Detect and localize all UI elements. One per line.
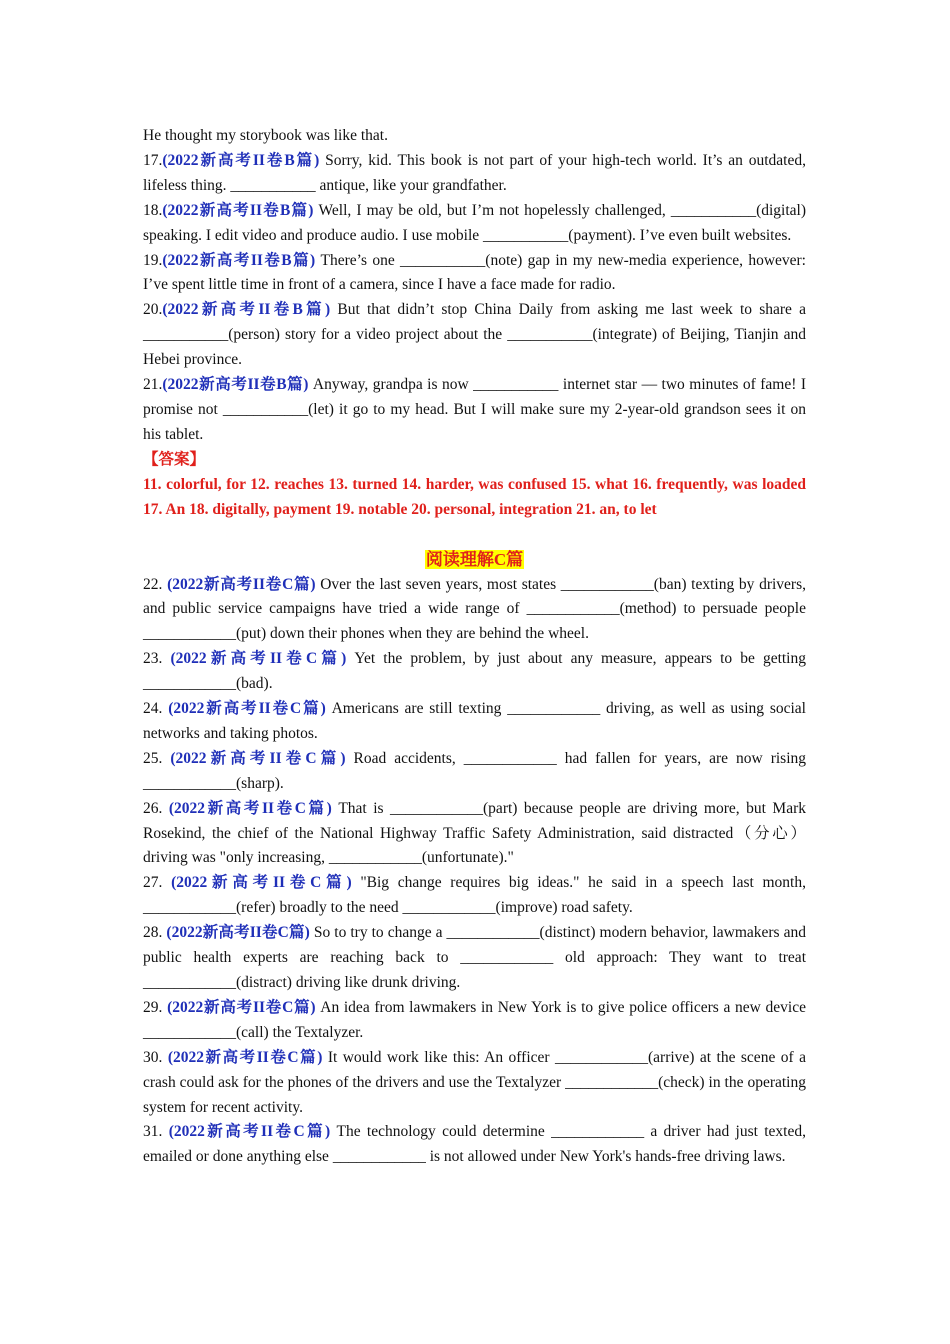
question-item bbox=[143, 996, 806, 1046]
question-number: 21. bbox=[143, 376, 163, 394]
answer-text: 11. colorful, for 12. reaches 13. turned 14. harder, was confused 15. what 16. frequently, was loaded 17. An 18. digitally, payment 19. notable 20. personal, integration 21. an, to let bbox=[143, 475, 806, 518]
question-number: 19. bbox=[143, 251, 163, 269]
intro-line: He thought my storybook was like that. bbox=[143, 127, 388, 144]
document-page bbox=[143, 124, 806, 1170]
question-source: (2022新高考II卷C篇) bbox=[170, 749, 346, 767]
question-number: 26. bbox=[143, 799, 169, 817]
question-text: But that didn’t stop China Daily from asking me last week to share a ___________(person) story for a video project about the ___________(integrate) of Beijing, Tianjin and Hebei province. bbox=[143, 301, 806, 369]
question-source: (2022新高考II卷C篇) bbox=[168, 1123, 331, 1141]
question-source: (2022新高考II卷C篇) bbox=[170, 650, 347, 668]
question-number: 30. bbox=[143, 1048, 168, 1066]
question-item bbox=[143, 1046, 806, 1121]
question-item bbox=[143, 871, 806, 921]
question-source: (2022新高考II卷C篇) bbox=[168, 799, 332, 817]
question-text: "Big change requires big ideas." he said in a speech last month, ____________(refer) broadly to the need ____________(improve) road safety. bbox=[143, 874, 806, 917]
question-text: The technology could determine ____________ a driver had just texted, emailed or done anything else ____________ is not allowed under New York's hands-free driving laws. bbox=[143, 1123, 806, 1166]
question-text: Anyway, grandpa is now ___________ internet star — two minutes of fame! I promise not ___________(let) it go to my head. But I will make sure my 2-year-old grandson sees it on his tablet. bbox=[143, 376, 806, 443]
question-item bbox=[143, 921, 806, 996]
question-source: (2022新高考II卷B篇) bbox=[162, 201, 314, 219]
question-item bbox=[143, 1120, 806, 1170]
question-text: Yet the problem, by just about any measure, appears to be getting ____________(bad). bbox=[143, 650, 806, 693]
question-item bbox=[143, 373, 806, 448]
section-heading bbox=[143, 547, 806, 573]
question-text: That is ____________(part) because people are driving more, but Mark Rosekind, the chief of the National Highway Traffic Safety Administration, said distracted（分心）driving was "only increasing, ____________(unfortunate)." bbox=[143, 799, 806, 867]
question-list-c bbox=[143, 573, 806, 1171]
question-text: Over the last seven years, most states ____________(ban) texting by drivers, and public service campaigns have tried a wide range of ____________(method) to persuade people ____________(put) down their phones when they are behind the wheel. bbox=[143, 575, 806, 643]
question-item bbox=[143, 797, 806, 872]
question-item bbox=[143, 573, 806, 648]
question-source: (2022新高考II卷C篇) bbox=[167, 998, 316, 1016]
question-text: Americans are still texting ____________ driving, as well as using social networks and taking photos. bbox=[143, 700, 806, 742]
question-number: 17. bbox=[143, 151, 163, 169]
question-text: Well, I may be old, but I’m not hopelessly challenged, ___________(digital) speaking. I edit video and produce audio. I use mobile ___________(payment). I’ve even built websites. bbox=[143, 201, 806, 244]
question-source: (2022新高考II卷B篇) bbox=[162, 376, 309, 394]
question-text: Road accidents, ____________ had fallen for years, are now rising ____________(sharp). bbox=[143, 749, 807, 792]
question-item bbox=[143, 199, 806, 249]
question-item bbox=[143, 149, 806, 199]
question-item bbox=[143, 697, 806, 747]
question-source: (2022新高考II卷B篇) bbox=[162, 301, 331, 319]
question-source: (2022新高考II卷B篇) bbox=[162, 151, 320, 169]
question-source: (2022新高考II卷C篇) bbox=[171, 874, 352, 892]
question-source: (2022新高考II卷C篇) bbox=[167, 1048, 323, 1066]
question-number: 22. bbox=[143, 575, 168, 593]
question-number: 29. bbox=[143, 998, 168, 1016]
question-text: There’s one ___________(note) gap in my new-media experience, however: I’ve spent little time in front of a camera, since I have a face made for radio. bbox=[143, 251, 806, 294]
question-list-b bbox=[143, 149, 806, 448]
question-source: (2022新高考II卷C篇) bbox=[168, 700, 326, 718]
question-number: 23. bbox=[143, 650, 171, 668]
question-item bbox=[143, 249, 806, 299]
question-source: (2022新高考II卷B篇) bbox=[162, 251, 316, 269]
question-number: 20. bbox=[143, 301, 163, 319]
question-source: (2022新高考II卷C篇) bbox=[166, 924, 310, 942]
question-text: So to try to change a ____________(distinct) modern behavior, lawmakers and public health experts are reaching back to ____________ old approach: They want to treat ____________(distract) driving like drunk driving. bbox=[143, 924, 807, 991]
question-item bbox=[143, 647, 806, 697]
section-title: 阅读理解C篇 bbox=[425, 549, 524, 569]
question-number: 18. bbox=[143, 201, 163, 219]
question-number: 28. bbox=[143, 924, 167, 942]
question-number: 24. bbox=[143, 700, 169, 718]
question-number: 31. bbox=[143, 1123, 169, 1141]
question-source: (2022新高考II卷C篇) bbox=[167, 575, 316, 593]
question-number: 25. bbox=[143, 749, 171, 767]
question-item bbox=[143, 747, 806, 797]
question-item bbox=[143, 298, 806, 373]
question-number: 27. bbox=[143, 874, 172, 892]
question-text: An idea from lawmakers in New York is to give police officers a new device ____________(call) the Textalyzer. bbox=[143, 998, 806, 1041]
question-text: Sorry, kid. This book is not part of your high-tech world. It’s an outdated, lifeless thing. ___________ antique, like your grandfather. bbox=[143, 151, 806, 194]
answer-label: 【答案】 bbox=[143, 450, 206, 468]
question-text: It would work like this: An officer ____________(arrive) at the scene of a crash could ask for the phones of the drivers and use the Textalyzer ____________(check) in the operating system for recent activity. bbox=[143, 1048, 806, 1116]
